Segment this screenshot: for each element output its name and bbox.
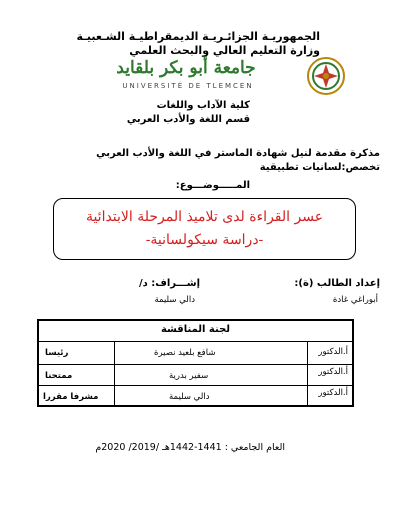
thesis-title-line1: عسر القراءة لدى تلاميذ المرحلة الابتدائية bbox=[85, 209, 324, 225]
member-role: رئيسا bbox=[45, 348, 69, 358]
thesis-purpose: مذكرة مقدمة لنيل شهادة الماستر في اللغة والأدب العربي bbox=[96, 148, 380, 159]
column-divider bbox=[114, 341, 115, 405]
university-seal-icon bbox=[306, 56, 346, 96]
university-name-fr: UNIVERSITÉ DE TLEMCEN bbox=[122, 82, 254, 90]
member-rank: أ.الدكتور bbox=[318, 367, 348, 377]
thesis-specialty: تخصص:لسانيات تطبيقية bbox=[259, 162, 380, 173]
republic-title: الجمهوريـة الجزائـريـة الديمقراطيـة الشـعبيـة bbox=[76, 30, 320, 43]
student-name: أبوراغي غادة bbox=[332, 295, 378, 305]
university-name-ar: جامعة أبو بكر بلقايد bbox=[116, 58, 256, 78]
member-name: شافع بلعيد نصيرة bbox=[154, 348, 216, 358]
member-rank: أ.الدكتور bbox=[318, 388, 348, 398]
table-row bbox=[39, 364, 352, 385]
supervisor-label: إشـــراف: د/ bbox=[138, 278, 200, 289]
table-row bbox=[39, 385, 352, 407]
member-role: ممتحنا bbox=[45, 371, 73, 381]
supervisor-name: دالي سليمة bbox=[154, 295, 195, 305]
column-divider bbox=[307, 341, 308, 405]
student-label: إعداد الطالب (ة): bbox=[294, 278, 380, 289]
topic-label: المـــــوضـــوع: bbox=[175, 180, 250, 191]
department-name: قسم اللغة والأدب العربي bbox=[126, 114, 250, 125]
university-logo bbox=[60, 58, 360, 98]
faculty-name: كلية الآداب واللغات bbox=[156, 100, 250, 111]
thesis-title-line2: -دراسة سيكولسانية- bbox=[145, 232, 264, 248]
member-rank: أ.الدكتور bbox=[318, 347, 348, 357]
member-name: سفير بدرية bbox=[169, 371, 209, 381]
thesis-title-box bbox=[53, 198, 356, 260]
member-name: دالي سليمة bbox=[169, 392, 210, 402]
committee-table bbox=[37, 319, 354, 407]
ministry-title: وزارة التعليم العالي والبحث العلمي bbox=[129, 44, 320, 57]
table-row bbox=[39, 341, 352, 364]
academic-year: العام الجامعي : 1441-1442هـ /2019/ 2020م bbox=[95, 442, 285, 453]
committee-title: لجنة المناقشة bbox=[160, 324, 231, 335]
member-role: مشرفا مقررا bbox=[43, 392, 99, 402]
